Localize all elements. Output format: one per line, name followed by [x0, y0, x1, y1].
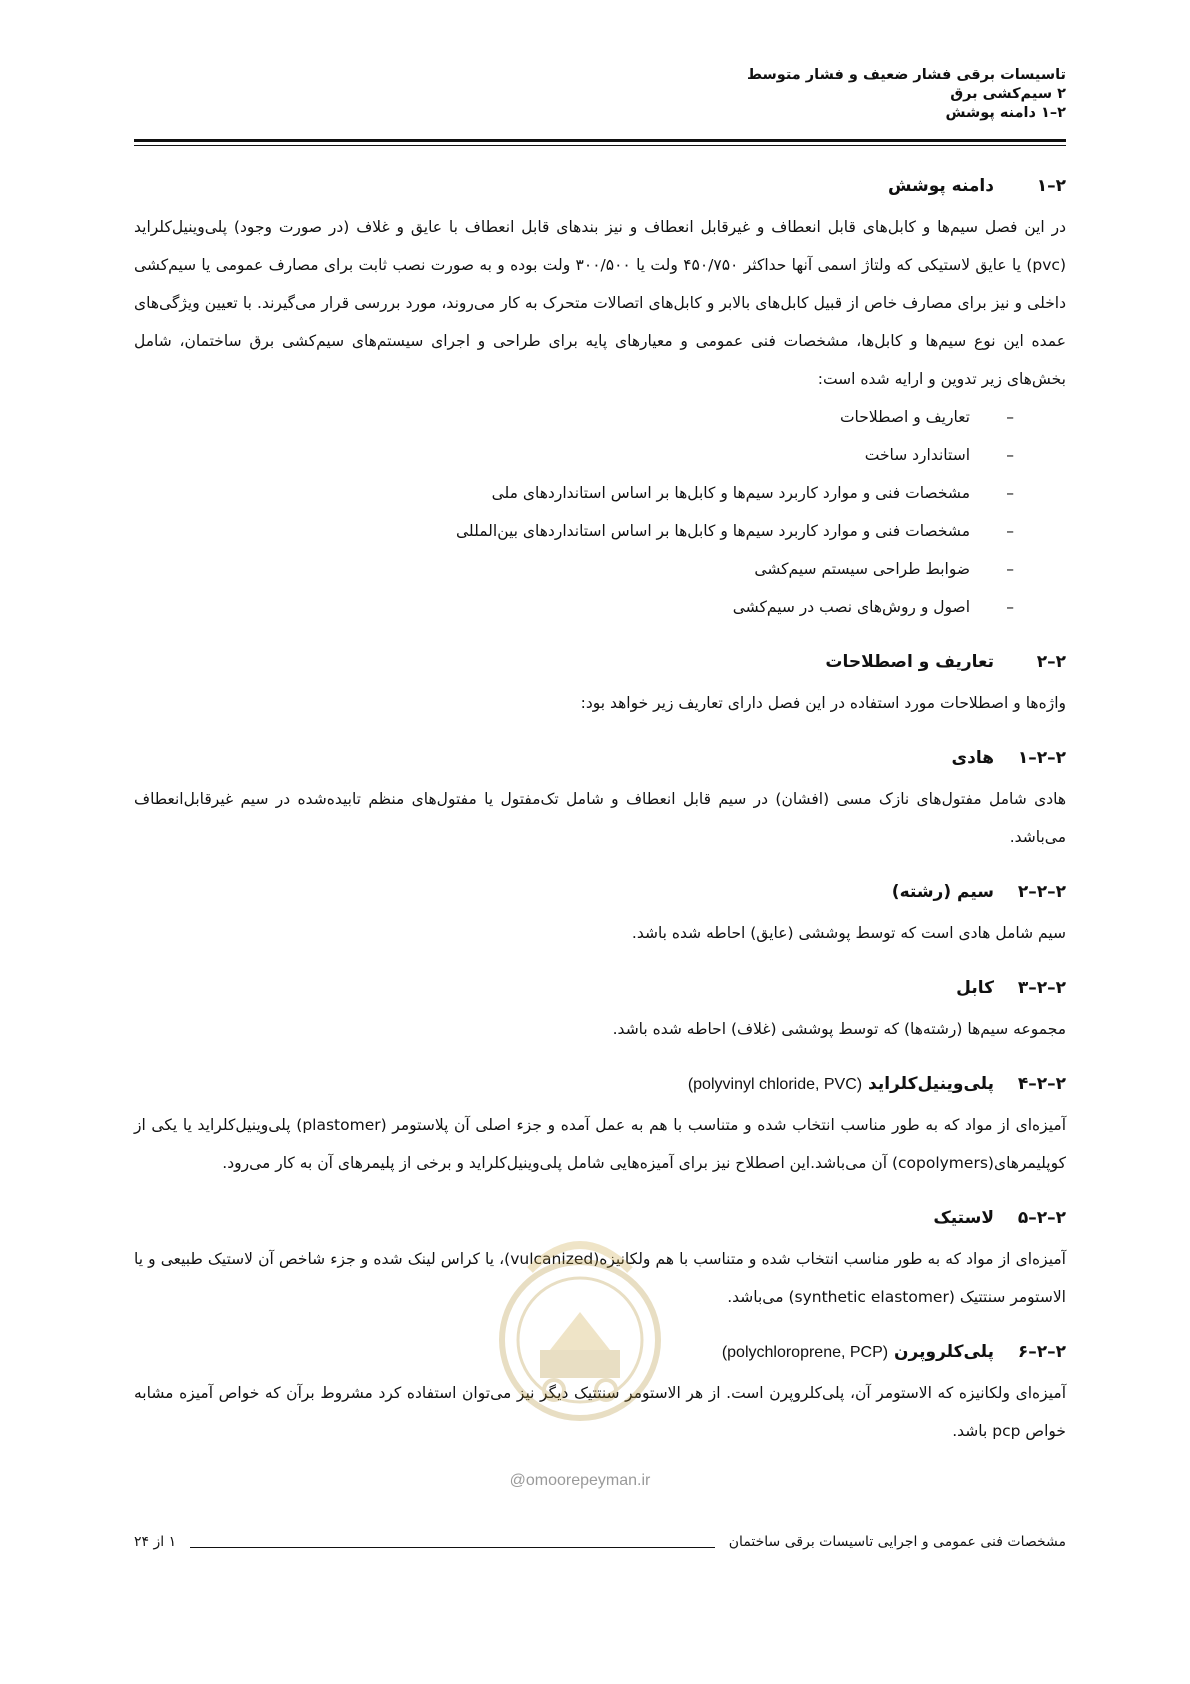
section-title — [134, 1074, 994, 1094]
bullet-dash: – — [1006, 408, 1014, 426]
section-title: لاستیک — [933, 1208, 994, 1228]
list-item-text: تعاریف و اصطلاحات — [839, 408, 970, 426]
section-title: هادی — [951, 748, 994, 768]
section-number: ۲–۱ — [1036, 176, 1066, 196]
list-item-text: اصول و روش‌های نصب در سیم‌کشی — [732, 598, 970, 616]
section-heading — [134, 652, 1066, 682]
section-cable — [134, 978, 1066, 1048]
section-heading — [134, 978, 1066, 1008]
section-scope — [134, 176, 1066, 626]
section-number: ۲–۲–۶ — [1017, 1342, 1066, 1362]
header-subsection: ۲–۱ دامنه پوشش — [945, 105, 1066, 121]
section-title-latin: (polyvinyl chloride, PVC) — [687, 1076, 863, 1093]
section-body: آمیزه‌ای از مواد که به طور مناسب انتخاب شده و متناسب با هم به عمل آمده و جزء اصلی آن پلاستومر (plastomer) پلی‌وینیل‌کلراید یا یکی از کوپلیمرهای(copolymers) آن می‌باشد.این اصطلاح نیز برای آمیزه‌هایی شامل پلی‌وینیل‌کلراید و برخی از پلیمرهای آن به کار می‌رود. — [134, 1116, 1066, 1172]
section-title-latin: (polychloroprene, PCP) — [721, 1344, 889, 1361]
section-conductor — [134, 748, 1066, 856]
section-body: واژه‌ها و اصطلاحات مورد استفاده در این فصل دارای تعاریف زیر خواهد بود: — [580, 694, 1066, 712]
section-body: در این فصل سیم‌ها و کابل‌های قابل انعطاف و غیرقابل انعطاف و نیز بندهای قابل انعطاف با عایق و غلاف (در صورت وجود) پلی‌وینیل‌کلراید (pvc) یا عایق لاستیکی که ولتاژ اسمی آنها حداکثر ۴۵۰/۷۵۰ ولت یا ۳۰۰/۵۰۰ ولت بوده و به صورت نصب ثابت برای مصارف عمومی یا سیم‌کشی داخلی و نیز برای مصارف خاص از قبیل کابل‌های بالابر و کابل‌های اتصالات متحرک به کار می‌روند، مورد بررسی قرار می‌گیرند. با تعیین ویژگی‌های عمده این نوع سیم‌ها و کابل‌ها، مشخصات فنی عمومی و معیارهای پایه برای طراحی و اجرای سیستم‌های سیم‌کشی برق ساختمان، شامل بخش‌های زیر تدوین و ارایه شده است: — [134, 218, 1067, 388]
section-title-text: پلی‌وینیل‌کلراید — [868, 1074, 994, 1094]
header-chapter: تاسیسات برقی فشار ضعیف و فشار متوسط — [746, 67, 1066, 83]
section-definitions — [134, 652, 1066, 722]
bullet-dash: – — [1006, 484, 1014, 502]
bullet-dash: – — [1006, 598, 1014, 616]
section-number: ۲–۲–۲ — [1017, 882, 1066, 902]
section-title: تعاریف و اصطلاحات — [825, 652, 994, 672]
section-heading — [134, 1074, 1066, 1104]
bullet-dash: – — [1006, 446, 1014, 464]
section-number: ۲–۲–۱ — [1017, 748, 1066, 768]
page-number: ۱ از ۲۴ — [134, 1534, 177, 1550]
section-pvc — [134, 1074, 1066, 1182]
list-item — [134, 436, 1014, 474]
section-number: ۲–۲–۵ — [1017, 1208, 1066, 1228]
scope-list — [134, 398, 1066, 626]
section-number: ۲–۲–۴ — [1017, 1074, 1066, 1094]
bullet-dash: – — [1006, 522, 1014, 540]
list-item-text: استاندارد ساخت — [864, 446, 970, 464]
section-number: ۲–۲–۳ — [1017, 978, 1066, 998]
section-number: ۲–۲ — [1036, 652, 1066, 672]
section-heading — [134, 882, 1066, 912]
list-item — [134, 550, 1014, 588]
section-title: دامنه پوشش — [887, 176, 994, 196]
list-item — [134, 588, 1014, 626]
list-item — [134, 512, 1014, 550]
bullet-dash: – — [1006, 560, 1014, 578]
section-body: آمیزه‌ای ولکانیزه که الاستومر آن، پلی‌کلروپرن است. از هر الاستومر سنتتیک دیگر نیز می‌توان استفاده کرد مشروط برآن که خواص آمیزه مشابه خواص pcp باشد. — [134, 1384, 1066, 1440]
list-item — [134, 398, 1014, 436]
section-heading — [134, 176, 1066, 206]
header-rule-thick — [134, 139, 1066, 142]
list-item-text: مشخصات فنی و موارد کاربرد سیم‌ها و کابل‌ها بر اساس استانداردهای بین‌المللی — [456, 522, 970, 540]
header-section: ۲ سیم‌کشی برق — [950, 86, 1066, 102]
footer-title: مشخصات فنی عمومی و اجرایی تاسیسات برقی ساختمان — [728, 1534, 1066, 1550]
page-header — [566, 66, 1066, 123]
watermark-logo-icon — [450, 1200, 710, 1460]
section-body: سیم شامل هادی است که توسط پوششی (عایق) احاطه شده باشد. — [631, 924, 1066, 942]
section-title: کابل — [956, 978, 994, 998]
section-wire — [134, 882, 1066, 952]
section-title: سیم (رشته) — [891, 882, 994, 902]
section-title-text: پلی‌کلروپرن — [894, 1342, 994, 1362]
page-footer — [134, 1530, 1066, 1554]
list-item-text: مشخصات فنی و موارد کاربرد سیم‌ها و کابل‌ها بر اساس استانداردهای ملی — [491, 484, 970, 502]
section-body: آمیزه‌ای از مواد که به طور مناسب انتخاب شده و متناسب با هم ولکانیزه(vulcanized)، یا کراس لینک شده و جزء شاخص آن لاستیک طبیعی و یا الاستومر سنتتیک (synthetic elastomer) می‌باشد. — [134, 1250, 1066, 1306]
section-body: هادی شامل مفتول‌های نازک مسی (افشان) در سیم قابل انعطاف و شامل تک‌مفتول یا مفتول‌های منظم تابیده‌شده در سیم غیرقابل‌انعطاف می‌باشد. — [134, 790, 1066, 846]
list-item-text: ضوابط طراحی سیستم سیم‌کشی — [754, 560, 970, 578]
header-rule-thin — [134, 145, 1066, 146]
list-item — [134, 474, 1014, 512]
section-body: مجموعه سیم‌ها (رشته‌ها) که توسط پوششی (غلاف) احاطه شده باشد. — [612, 1020, 1066, 1038]
section-heading — [134, 748, 1066, 778]
watermark-url: @omoorepeyman.ir — [509, 1472, 651, 1489]
footer-rule — [190, 1537, 715, 1548]
